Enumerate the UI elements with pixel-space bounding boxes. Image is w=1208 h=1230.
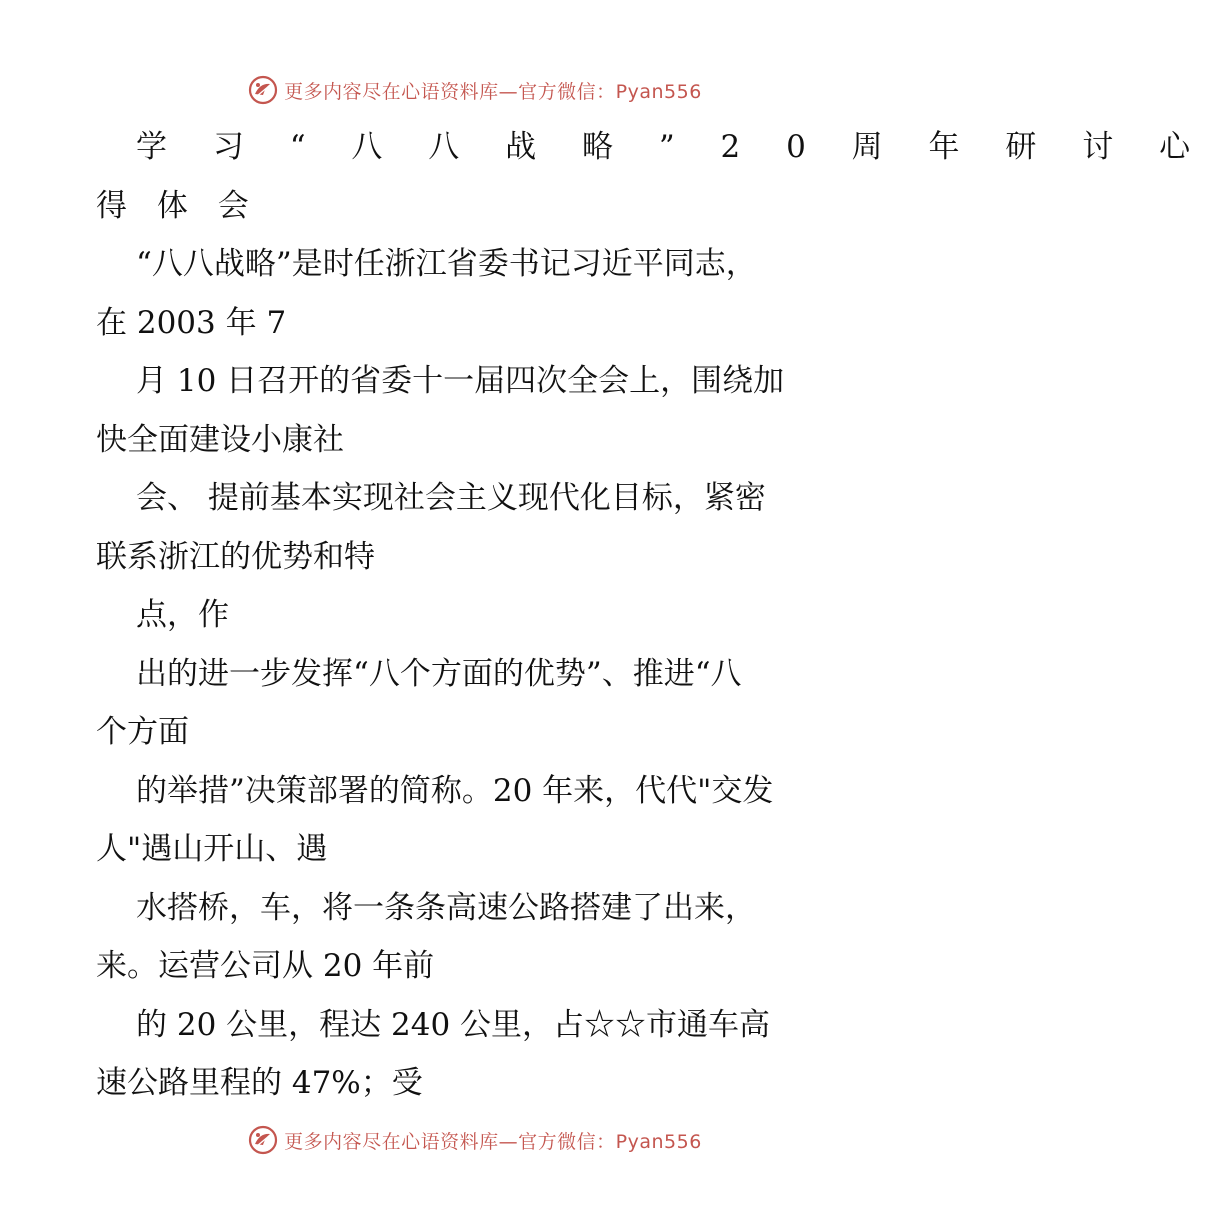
text-line: 水搭桥，车，将一条条高速公路搭建了出来， xyxy=(136,889,756,926)
text-line: 联系浙江的优势和特 xyxy=(96,538,375,575)
brand-logo-icon xyxy=(248,1125,278,1155)
text-line: 的举措”决策部署的简称。20 年来，代代"交发 xyxy=(136,772,774,809)
text-line: 的 20 公里，程达 240 公里，占☆☆市通车高 xyxy=(136,1006,771,1043)
text-line: 出的进一步发挥“八个方面的优势”、推进“八 xyxy=(136,655,742,692)
banner-text: 更多内容尽在心语资料库—官方微信：Pyan556 xyxy=(284,1130,702,1153)
text-line: 点，作 xyxy=(136,597,229,633)
text-line: 人"遇山开山、遇 xyxy=(96,831,328,867)
document-body xyxy=(96,118,1208,1113)
text-line: 会、 提前基本实现社会主义现代化目标，紧密 xyxy=(136,480,766,516)
text-line: 学 习 “ 八 八 战 略 ” 2 0 周 年 研 讨 心 xyxy=(136,129,1208,165)
footer-watermark-banner xyxy=(0,1120,950,1160)
text-line: 个方面 xyxy=(96,714,189,750)
brand-logo-icon xyxy=(248,75,278,105)
text-line: 得 体 会 xyxy=(96,187,259,224)
text-line: 快全面建设小康社 xyxy=(96,421,344,458)
header-watermark-banner xyxy=(0,70,950,110)
text-line: 在 2003 年 7 xyxy=(96,304,287,341)
text-line: 速公路里程的 47%；受 xyxy=(96,1065,423,1101)
banner-text: 更多内容尽在心语资料库—官方微信：Pyan556 xyxy=(284,80,702,103)
text-line: “八八战略”是时任浙江省委书记习近平同志， xyxy=(136,246,757,282)
text-line: 来。运营公司从 20 年前 xyxy=(96,948,435,984)
text-line: 月 10 日召开的省委十一届四次全会上，围绕加 xyxy=(136,363,785,399)
